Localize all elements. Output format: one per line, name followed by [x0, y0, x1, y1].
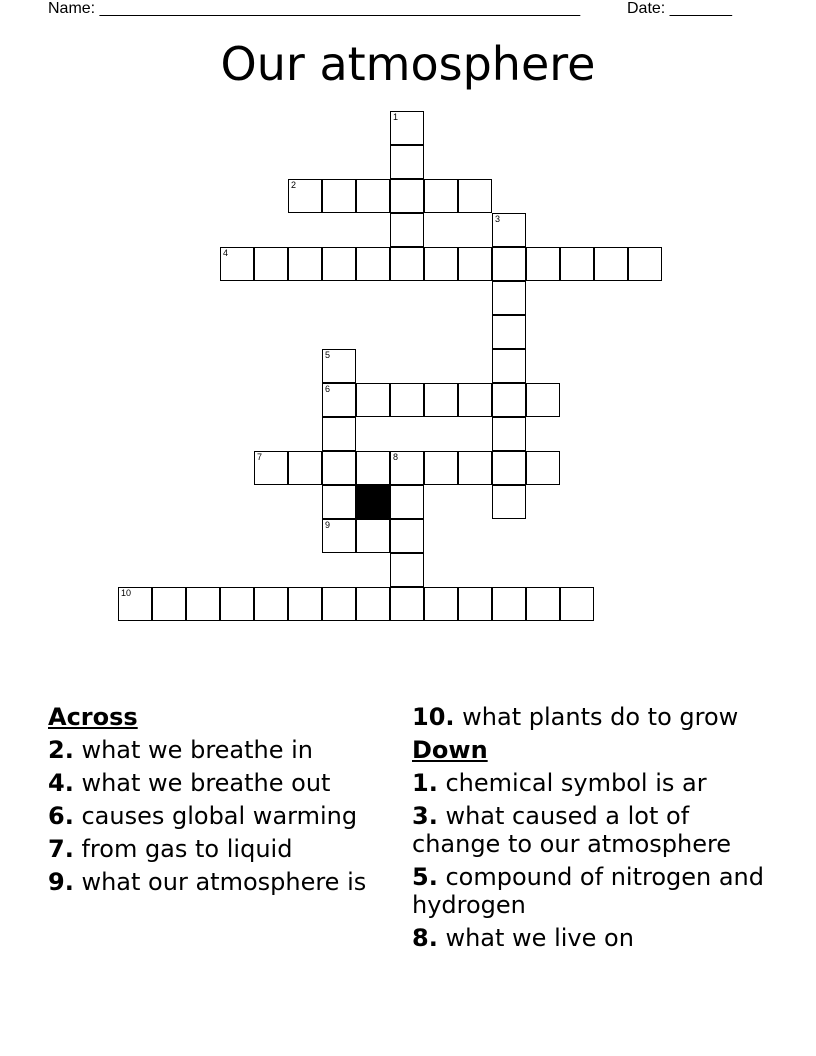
crossword-cell[interactable]	[390, 519, 424, 553]
crossword-cell[interactable]	[390, 213, 424, 247]
crossword-cell[interactable]	[322, 519, 356, 553]
clue-text: from gas to liquid	[81, 835, 293, 863]
clue-number-label: 10	[121, 588, 132, 598]
clue-text: what we breathe in	[81, 736, 314, 764]
clue-number-label: 8	[393, 452, 399, 462]
clue-number-label: 6	[325, 384, 331, 394]
crossword-cell[interactable]	[390, 451, 424, 485]
crossword-cell[interactable]	[322, 383, 356, 417]
clue-number-label: 1	[393, 112, 399, 122]
across-heading: Across	[48, 703, 138, 731]
crossword-cell[interactable]	[594, 247, 628, 281]
crossword-cell[interactable]	[424, 451, 458, 485]
crossword-cell[interactable]	[390, 247, 424, 281]
clue-number: 10.	[412, 703, 455, 731]
crossword-cell[interactable]	[526, 451, 560, 485]
crossword-cell[interactable]	[424, 587, 458, 621]
clue-number: 1.	[412, 769, 438, 797]
clue-number-label: 4	[223, 248, 229, 258]
crossword-cell[interactable]	[186, 587, 220, 621]
page-title: Our atmosphere	[220, 37, 596, 91]
crossword-cell[interactable]	[322, 417, 356, 451]
clue-text: what we breathe out	[81, 769, 331, 797]
clue-number-label: 7	[257, 452, 263, 462]
crossword-cell[interactable]	[356, 383, 390, 417]
clue-across-7	[48, 835, 388, 863]
crossword-cell[interactable]	[492, 417, 526, 451]
crossword-cell[interactable]	[560, 587, 594, 621]
clue-down-5	[412, 863, 782, 919]
crossword-cell[interactable]	[220, 247, 254, 281]
crossword-block-cell	[356, 485, 390, 519]
across-clues	[48, 703, 388, 901]
crossword-cell[interactable]	[356, 451, 390, 485]
crossword-cell[interactable]	[424, 179, 458, 213]
clue-across-6	[48, 802, 388, 830]
crossword-cell[interactable]	[492, 315, 526, 349]
crossword-cell[interactable]	[492, 281, 526, 315]
crossword-cell[interactable]	[390, 485, 424, 519]
crossword-cell[interactable]	[458, 179, 492, 213]
clue-text: what plants do to grow	[462, 703, 739, 731]
clue-number: 3.	[412, 802, 438, 830]
crossword-cell[interactable]	[254, 247, 288, 281]
name-field[interactable]: Name: ______________________________________________________	[48, 0, 581, 17]
crossword-cell[interactable]	[458, 587, 492, 621]
clue-down-3	[412, 802, 782, 858]
crossword-cell[interactable]	[356, 179, 390, 213]
crossword-cell[interactable]	[390, 145, 424, 179]
crossword-cell[interactable]	[458, 247, 492, 281]
crossword-cell[interactable]	[322, 247, 356, 281]
crossword-cell[interactable]	[220, 587, 254, 621]
crossword-cell[interactable]	[492, 451, 526, 485]
right-clues	[412, 703, 782, 957]
clue-text: causes global warming	[81, 802, 358, 830]
crossword-cell[interactable]	[152, 587, 186, 621]
clue-text: what we live on	[445, 924, 634, 952]
crossword-cell[interactable]	[288, 179, 322, 213]
across-list	[48, 736, 388, 896]
crossword-cell[interactable]	[288, 247, 322, 281]
clue-number-label: 9	[325, 520, 331, 530]
crossword-cell[interactable]	[390, 587, 424, 621]
clue-down-8	[412, 924, 782, 952]
crossword-cell[interactable]	[424, 247, 458, 281]
clue-text: chemical symbol is ar	[445, 769, 707, 797]
crossword-cell[interactable]	[356, 519, 390, 553]
crossword-cell[interactable]	[254, 587, 288, 621]
crossword-cell[interactable]	[560, 247, 594, 281]
clue-number: 9.	[48, 868, 74, 896]
clue-number: 5.	[412, 863, 438, 891]
crossword-cell[interactable]	[356, 247, 390, 281]
clue-number: 7.	[48, 835, 74, 863]
crossword-cell[interactable]	[118, 587, 152, 621]
clue-text: what our atmosphere is	[81, 868, 367, 896]
crossword-cell[interactable]	[628, 247, 662, 281]
clue-across-10	[412, 703, 782, 731]
date-field[interactable]: Date: _______	[627, 0, 732, 17]
clue-down-1	[412, 769, 782, 797]
crossword-cell[interactable]	[356, 587, 390, 621]
clue-number: 4.	[48, 769, 74, 797]
clue-number-label: 2	[291, 180, 297, 190]
crossword-cell[interactable]	[492, 485, 526, 519]
crossword-cell[interactable]	[424, 383, 458, 417]
clue-text: what caused a lot of change to our atmosphere	[412, 802, 732, 858]
crossword-cell[interactable]	[322, 349, 356, 383]
crossword-cell[interactable]	[458, 451, 492, 485]
down-heading: Down	[412, 736, 488, 764]
down-list	[412, 769, 782, 952]
crossword-cell[interactable]	[458, 383, 492, 417]
crossword-cell[interactable]	[322, 587, 356, 621]
clue-number-label: 5	[325, 350, 331, 360]
clue-number: 2.	[48, 736, 74, 764]
clue-text: compound of nitrogen and hydrogen	[412, 863, 764, 919]
crossword-cell[interactable]	[254, 451, 288, 485]
crossword-cell[interactable]	[322, 179, 356, 213]
clue-number: 6.	[48, 802, 74, 830]
clue-across-2	[48, 736, 388, 764]
crossword-cell[interactable]	[322, 485, 356, 519]
clue-across-4	[48, 769, 388, 797]
clue-number-label: 3	[495, 214, 501, 224]
crossword-cell[interactable]	[390, 383, 424, 417]
crossword-cell[interactable]	[288, 587, 322, 621]
crossword-cell[interactable]	[526, 587, 560, 621]
crossword-cell[interactable]	[322, 451, 356, 485]
crossword-cell[interactable]	[526, 383, 560, 417]
crossword-cell[interactable]	[390, 179, 424, 213]
clue-number: 8.	[412, 924, 438, 952]
crossword-cell[interactable]	[390, 111, 424, 145]
crossword-cell[interactable]	[492, 587, 526, 621]
crossword-cell[interactable]	[288, 451, 322, 485]
clue-across-9	[48, 868, 388, 896]
crossword-cell[interactable]	[492, 383, 526, 417]
crossword-cell[interactable]	[526, 247, 560, 281]
crossword-cell[interactable]	[492, 349, 526, 383]
crossword-cell[interactable]	[492, 213, 526, 247]
crossword-cell[interactable]	[390, 553, 424, 587]
crossword-cell[interactable]	[492, 247, 526, 281]
